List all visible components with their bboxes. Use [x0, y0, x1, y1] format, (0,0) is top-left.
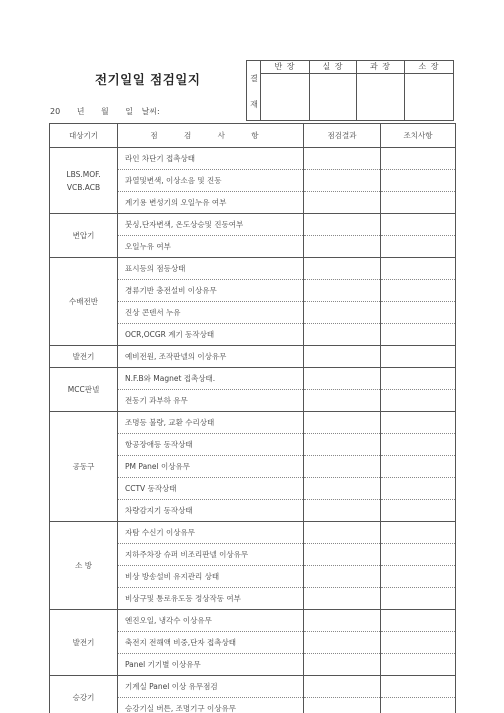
action-cell[interactable] — [381, 654, 456, 676]
target-equipment-line: 수배전반 — [69, 297, 98, 306]
inspection-item: 붓싱,단자변색, 온도상승및 진동여부 — [118, 214, 304, 236]
table-row — [50, 148, 456, 170]
table-row — [50, 214, 456, 236]
inspection-item: 진상 콘덴서 누유 — [118, 302, 304, 324]
action-cell[interactable] — [381, 280, 456, 302]
action-cell[interactable] — [381, 456, 456, 478]
target-equipment-line: 승강기 — [72, 693, 95, 702]
inspection-item: 비상 방송설비 유지관리 상태 — [118, 566, 304, 588]
action-cell[interactable] — [381, 632, 456, 654]
target-equipment-line: 변압기 — [72, 231, 95, 240]
inspection-item: 축전지 전해액 비중,단자 접촉상태 — [118, 632, 304, 654]
action-cell[interactable] — [381, 346, 456, 368]
inspection-item: 조명등 불량, 교환 수리상태 — [118, 412, 304, 434]
table-row — [50, 676, 456, 698]
action-cell[interactable] — [381, 610, 456, 632]
target-equipment-line: LBS.MOF. — [66, 169, 101, 179]
result-cell[interactable] — [304, 522, 381, 544]
target-equipment-line: VCB.ACB — [66, 182, 101, 192]
target-equipment-line: 공동구 — [72, 462, 95, 471]
approval-box — [246, 60, 454, 121]
target-equipment — [50, 610, 118, 676]
approval-column-head: 실 장 — [310, 61, 356, 74]
result-cell[interactable] — [304, 632, 381, 654]
document-title: 전기일일 점검일지 — [95, 72, 201, 87]
result-cell[interactable] — [304, 654, 381, 676]
table-row — [50, 522, 456, 544]
target-equipment — [50, 412, 118, 522]
approval-label-top: 결 — [250, 74, 258, 83]
action-cell[interactable] — [381, 522, 456, 544]
action-cell[interactable] — [381, 588, 456, 610]
inspection-item: 표시등의 점등상태 — [118, 258, 304, 280]
table-row — [50, 610, 456, 632]
table-row — [50, 412, 456, 434]
target-equipment — [50, 258, 118, 346]
inspection-item: 비상구및 통로유도등 정상작동 여부 — [118, 588, 304, 610]
result-cell[interactable] — [304, 434, 381, 456]
inspection-item: 전동기 과부하 유무 — [118, 390, 304, 412]
result-cell[interactable] — [304, 148, 381, 170]
inspection-item: PM Panel 이상유무 — [118, 456, 304, 478]
result-cell[interactable] — [304, 390, 381, 412]
inspection-item: 항공장애등 동작상태 — [118, 434, 304, 456]
inspection-item: CCTV 동작상태 — [118, 478, 304, 500]
inspection-item: 계기용 변성기의 오일누유 여부 — [118, 192, 304, 214]
result-cell[interactable] — [304, 500, 381, 522]
inspection-item: 라인 차단기 접촉상태 — [118, 148, 304, 170]
target-equipment-line: 발전기 — [72, 352, 95, 361]
result-cell[interactable] — [304, 456, 381, 478]
action-cell[interactable] — [381, 214, 456, 236]
action-cell[interactable] — [381, 500, 456, 522]
approval-column-head: 소 장 — [405, 61, 453, 74]
target-equipment — [50, 148, 118, 214]
action-cell[interactable] — [381, 434, 456, 456]
inspection-item: 오일누유 여부 — [118, 236, 304, 258]
table-row — [50, 258, 456, 280]
approval-column — [261, 61, 310, 120]
target-equipment-line: 소 방 — [75, 561, 92, 570]
result-cell[interactable] — [304, 544, 381, 566]
target-equipment — [50, 214, 118, 258]
inspection-item: 경류기반 충전설비 이상유무 — [118, 280, 304, 302]
action-cell[interactable] — [381, 676, 456, 698]
table-row — [50, 346, 456, 368]
result-cell[interactable] — [304, 368, 381, 390]
header-items: 점 검 사 항 — [118, 124, 304, 148]
result-cell[interactable] — [304, 588, 381, 610]
inspection-item: 자탐 수신기 이상유무 — [118, 522, 304, 544]
target-equipment — [50, 522, 118, 610]
inspection-item: 예비전원, 조작판넬의 이상유무 — [118, 346, 304, 368]
action-cell[interactable] — [381, 148, 456, 170]
result-cell[interactable] — [304, 258, 381, 280]
inspection-item: 승강기실 버튼, 조명기구 이상유무 — [118, 698, 304, 713]
action-cell[interactable] — [381, 368, 456, 390]
action-cell[interactable] — [381, 258, 456, 280]
action-cell[interactable] — [381, 302, 456, 324]
inspection-item: 차량감지기 동작상태 — [118, 500, 304, 522]
action-cell[interactable] — [381, 170, 456, 192]
target-equipment — [50, 346, 118, 368]
result-cell[interactable] — [304, 302, 381, 324]
action-cell[interactable] — [381, 324, 456, 346]
table-body — [50, 148, 456, 713]
result-cell[interactable] — [304, 214, 381, 236]
action-cell[interactable] — [381, 698, 456, 713]
inspection-item: 기계실 Panel 이상 유무점검 — [118, 676, 304, 698]
result-cell[interactable] — [304, 346, 381, 368]
date-line — [50, 106, 160, 117]
date-month-unit: 월 — [101, 107, 109, 116]
table-header-row — [50, 124, 456, 148]
table-row — [50, 368, 456, 390]
inspection-item: Panel 기기별 이상유무 — [118, 654, 304, 676]
result-cell[interactable] — [304, 170, 381, 192]
target-equipment-line: MCC판넬 — [67, 385, 100, 394]
result-cell[interactable] — [304, 566, 381, 588]
action-cell[interactable] — [381, 544, 456, 566]
action-cell[interactable] — [381, 412, 456, 434]
inspection-item: 지하주차장 슈퍼 비조리판넬 이상유무 — [118, 544, 304, 566]
inspection-table — [49, 123, 456, 713]
approval-label — [247, 61, 261, 120]
result-cell[interactable] — [304, 676, 381, 698]
date-day-unit: 일 — [125, 107, 134, 116]
result-cell[interactable] — [304, 192, 381, 214]
approval-column — [310, 61, 357, 120]
action-cell[interactable] — [381, 390, 456, 412]
header-action: 조치사항 — [381, 124, 456, 148]
header-target: 대상기기 — [50, 124, 118, 148]
header-result: 점검결과 — [304, 124, 381, 148]
target-equipment — [50, 368, 118, 412]
inspection-item: N.F.B와 Magnet 접촉상태. — [118, 368, 304, 390]
inspection-item: 과열및변색, 이상소음 및 진동 — [118, 170, 304, 192]
approval-column-head: 과 장 — [357, 61, 404, 74]
approval-column — [357, 61, 405, 120]
target-equipment-line: 발전기 — [72, 638, 95, 647]
approval-column-head: 반 장 — [261, 61, 309, 74]
action-cell[interactable] — [381, 566, 456, 588]
result-cell[interactable] — [304, 698, 381, 713]
date-weather: 날씨: — [141, 107, 160, 116]
approval-label-bottom: 재 — [250, 100, 258, 109]
date-year: 20 — [50, 107, 61, 116]
action-cell[interactable] — [381, 478, 456, 500]
result-cell[interactable] — [304, 280, 381, 302]
result-cell[interactable] — [304, 324, 381, 346]
approval-column — [405, 61, 453, 120]
date-year-unit: 년 — [76, 107, 85, 116]
inspection-item: 엔진오일, 냉각수 이상유무 — [118, 610, 304, 632]
result-cell[interactable] — [304, 236, 381, 258]
result-cell[interactable] — [304, 610, 381, 632]
action-cell[interactable] — [381, 192, 456, 214]
action-cell[interactable] — [381, 236, 456, 258]
result-cell[interactable] — [304, 412, 381, 434]
inspection-item: OCR,OCGR 계기 동작상태 — [118, 324, 304, 346]
result-cell[interactable] — [304, 478, 381, 500]
target-equipment — [50, 676, 118, 713]
